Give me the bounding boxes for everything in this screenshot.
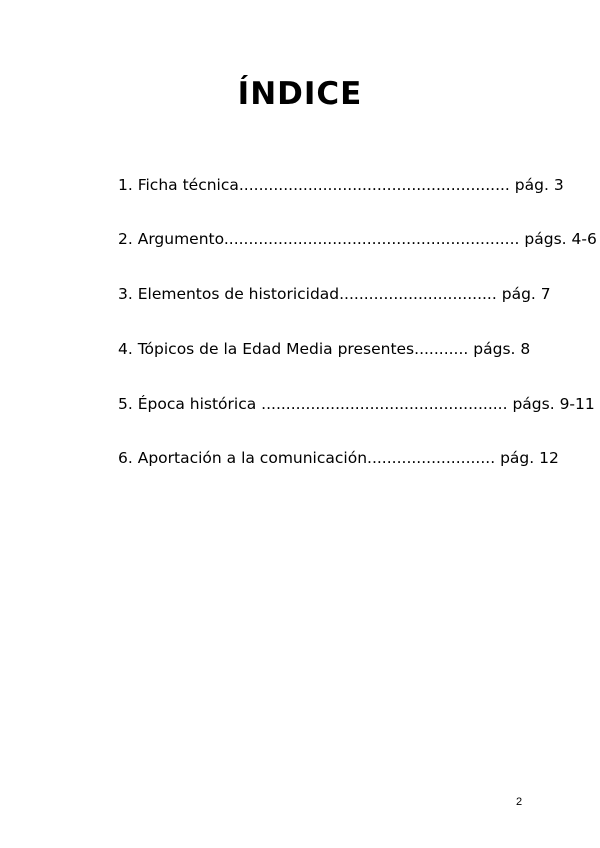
toc-entry-label: 2. Argumento <box>118 230 224 248</box>
page-number: 2 <box>516 796 523 808</box>
toc-entry-page: págs. 4-6 <box>519 230 597 248</box>
toc-entry-leader: .......................... <box>367 449 496 467</box>
toc-entry-leader: ............................................................ <box>223 230 520 248</box>
toc-entry-label: 4. Tópicos de la Edad Media presentes <box>118 340 415 358</box>
page-title: ÍNDICE <box>237 76 363 112</box>
toc-entry-3 <box>118 281 551 307</box>
toc-entry-page: págs. 8 <box>468 340 531 358</box>
toc-entry-1 <box>118 172 564 198</box>
toc-entry-label: 6. Aportación a la comunicación <box>118 449 368 467</box>
toc-entry-6 <box>118 445 559 471</box>
toc-entry-label: 5. Época histórica <box>118 395 262 413</box>
toc-entry-4 <box>118 336 530 362</box>
toc-entry-page: págs. 9-11 <box>507 395 595 413</box>
toc-entry-leader: ....................................................... <box>238 176 510 194</box>
toc-entry-5 <box>118 391 595 417</box>
toc-entry-page: . pág. 7 <box>491 285 551 303</box>
toc-entry-2 <box>118 226 597 252</box>
toc-entry-page: pág. 3 <box>509 176 564 194</box>
toc-entry-page: pág. 12 <box>495 449 559 467</box>
toc-entry-label: 1. Ficha técnica <box>118 176 239 194</box>
toc-entry-label: 3. Elementos de historicidad <box>118 285 340 303</box>
toc-entry-leader: ........... <box>414 340 469 358</box>
toc-entry-leader: .................................................. <box>261 395 508 413</box>
toc-entry-leader: ............................... <box>339 285 492 303</box>
